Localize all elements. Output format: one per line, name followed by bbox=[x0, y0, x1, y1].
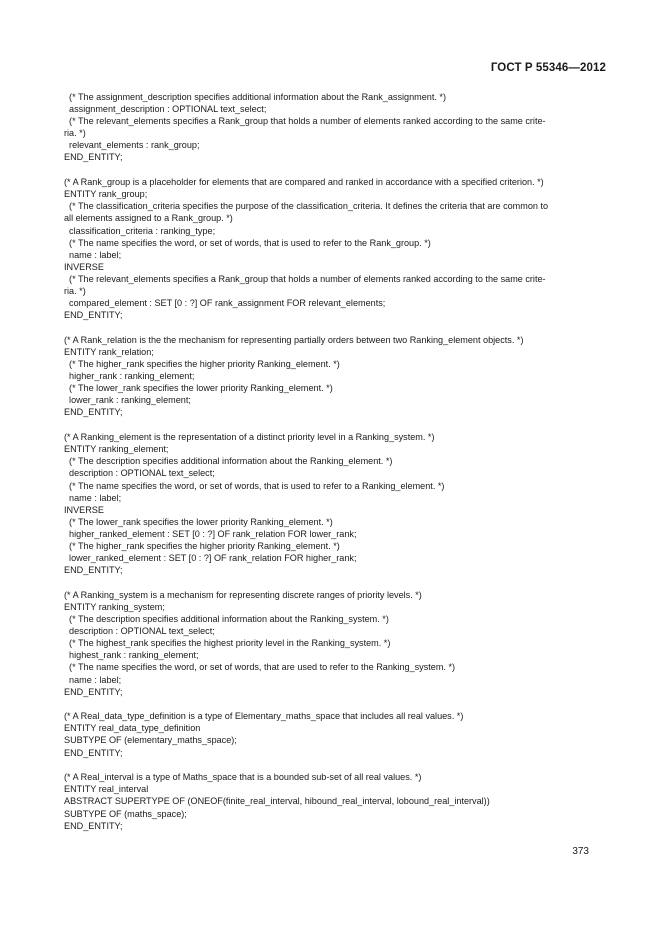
code-line: END_ENTITY; bbox=[64, 820, 123, 831]
code-line: ria. *) bbox=[64, 128, 86, 139]
code-line: (* The assignment_description specifies additional information about the Rank_assignment. *) bbox=[64, 92, 446, 102]
code-line: (* The higher_rank specifies the higher priority Ranking_element. *) bbox=[64, 540, 340, 551]
code-line: description : OPTIONAL text_select; bbox=[64, 626, 215, 637]
code-line: name : label; bbox=[64, 492, 122, 503]
code-line: END_ENTITY; bbox=[64, 407, 123, 418]
block-separator bbox=[64, 419, 604, 432]
code-line: (* A Real_interval is a type of Maths_space that is a bounded sub-set of all real values. *) bbox=[64, 772, 422, 783]
code-block bbox=[64, 710, 604, 758]
code-line: compared_element : SET [0 : ?] OF rank_assignment FOR relevant_elements; bbox=[64, 298, 386, 309]
code-line: classification_criteria : ranking_type; bbox=[64, 225, 216, 236]
code-line: (* The description specifies additional information about the Ranking_element. *) bbox=[64, 456, 393, 467]
code-line: (* A Real_data_type_definition is a type of Elementary_maths_space that includes all real values. *) bbox=[64, 711, 464, 722]
code-line: END_ENTITY; bbox=[64, 310, 123, 321]
code-block bbox=[64, 91, 604, 164]
code-line: INVERSE bbox=[64, 504, 104, 515]
block-separator bbox=[64, 576, 604, 589]
code-block bbox=[64, 334, 604, 419]
code-line: name : label; bbox=[64, 249, 122, 260]
code-line: SUBTYPE OF (maths_space); bbox=[64, 808, 187, 819]
document-standard-header: ГОСТ Р 55346—2012 bbox=[490, 62, 606, 74]
block-separator bbox=[64, 164, 604, 177]
code-line: (* The name specifies the word, or set of words, that are used to refer to the Ranking_system. *) bbox=[64, 662, 456, 673]
code-line: assignment_description : OPTIONAL text_select; bbox=[64, 104, 267, 115]
code-line: description : OPTIONAL text_select; bbox=[64, 468, 215, 479]
code-line: ENTITY real_data_type_definition bbox=[64, 723, 201, 734]
code-line: (* The relevant_elements specifies a Rank_group that holds a number of elements ranked according to the same crite- bbox=[64, 116, 546, 127]
code-block bbox=[64, 176, 604, 321]
code-line: (* A Ranking_element is the representation of a distinct priority level in a Ranking_system. *) bbox=[64, 432, 435, 443]
code-line: ENTITY ranking_element; bbox=[64, 444, 169, 455]
code-line: (* The lower_rank specifies the lower priority Ranking_element. *) bbox=[64, 383, 333, 394]
code-line: (* The relevant_elements specifies a Rank_group that holds a number of elements ranked according to the same crite- bbox=[64, 273, 546, 284]
code-line: (* The description specifies additional information about the Ranking_system. *) bbox=[64, 614, 389, 625]
code-line: relevant_elements : rank_group; bbox=[64, 140, 200, 151]
block-separator bbox=[64, 321, 604, 334]
express-code-listing bbox=[64, 91, 604, 832]
code-line: lower_rank : ranking_element; bbox=[64, 395, 191, 406]
code-line: ENTITY rank_relation; bbox=[64, 346, 154, 357]
code-line: ria. *) bbox=[64, 286, 86, 296]
code-line: lower_ranked_element : SET [0 : ?] OF rank_relation FOR higher_rank; bbox=[64, 553, 357, 564]
code-line: ABSTRACT SUPERTYPE OF (ONEOF(finite_real_interval, hibound_real_interval, lobound_real_interval)) bbox=[64, 796, 490, 807]
code-line: (* The name specifies the word, or set of words, that is used to refer to the Rank_group. *) bbox=[64, 237, 431, 248]
code-line: (* The classification_criteria specifies the purpose of the classification_criteria. It defines the criteria that are common to bbox=[64, 201, 549, 212]
code-line: (* A Rank_group is a placeholder for elements that are compared and ranked in accordance with a specified criterion. *) bbox=[64, 177, 544, 188]
code-line: (* A Ranking_system is a mechanism for representing discrete ranges of priority levels. *) bbox=[64, 589, 422, 600]
code-line: (* A Rank_relation is the the mechanism for representing partially orders between two Ranking_element objects. *) bbox=[64, 334, 524, 345]
code-block bbox=[64, 589, 604, 698]
code-block bbox=[64, 431, 604, 576]
code-line: END_ENTITY; bbox=[64, 152, 123, 163]
code-line: (* The highest_rank specifies the highest priority level in the Ranking_system. *) bbox=[64, 638, 391, 649]
code-line: INVERSE bbox=[64, 261, 104, 272]
code-line: END_ENTITY; bbox=[64, 565, 123, 576]
code-line: higher_rank : ranking_element; bbox=[64, 371, 195, 382]
code-line: END_ENTITY; bbox=[64, 747, 123, 758]
code-line: SUBTYPE OF (elementary_maths_space); bbox=[64, 735, 237, 746]
code-line: (* The lower_rank specifies the lower priority Ranking_element. *) bbox=[64, 516, 333, 527]
code-line: ENTITY real_interval bbox=[64, 784, 149, 795]
code-line: name : label; bbox=[64, 674, 122, 685]
code-line: (* The higher_rank specifies the higher priority Ranking_element. *) bbox=[64, 359, 340, 370]
page-number: 373 bbox=[572, 846, 589, 857]
block-separator bbox=[64, 759, 604, 772]
code-line: ENTITY rank_group; bbox=[64, 189, 148, 200]
code-line: ENTITY ranking_system; bbox=[64, 601, 165, 612]
code-line: higher_ranked_element : SET [0 : ?] OF rank_relation FOR lower_rank; bbox=[64, 528, 357, 539]
code-line: highest_rank : ranking_element; bbox=[64, 650, 199, 661]
code-line: END_ENTITY; bbox=[64, 686, 123, 697]
code-line: (* The name specifies the word, or set of words, that is used to refer to a Ranking_element. *) bbox=[64, 480, 445, 491]
code-block bbox=[64, 771, 604, 831]
code-line: all elements assigned to a Rank_group. *) bbox=[64, 213, 233, 224]
block-separator bbox=[64, 698, 604, 711]
